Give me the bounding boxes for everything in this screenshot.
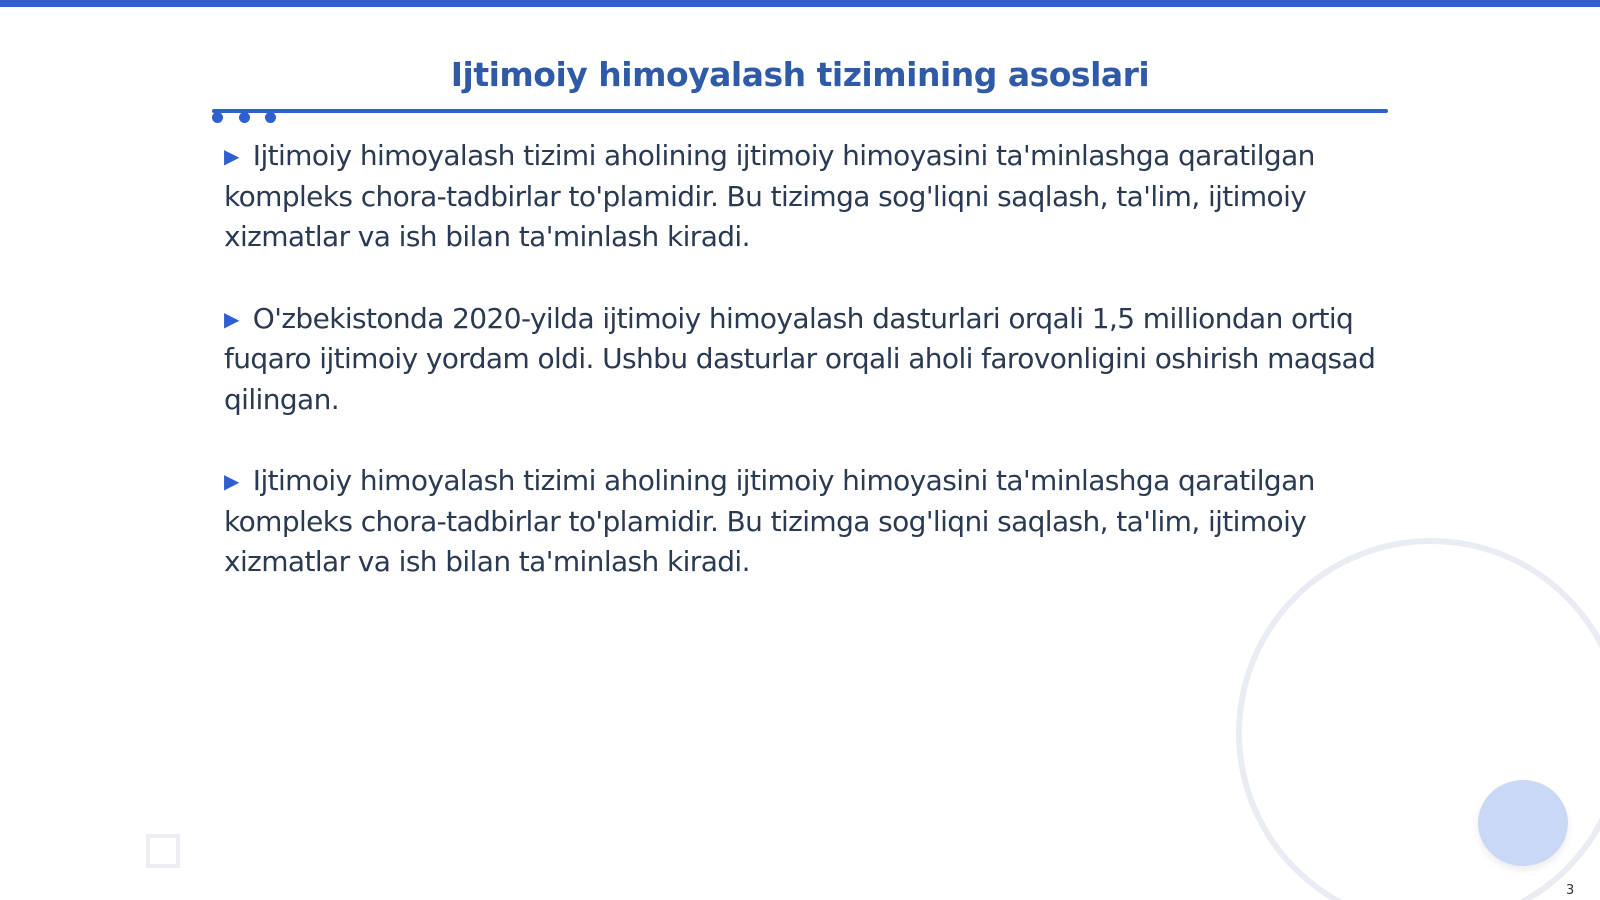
underline-dot	[265, 112, 276, 123]
bullet-text: Ijtimoiy himoyalash tizimi aholining ijtimoiy himoyasini ta'minlashga qaratilgan kompleks chora-tadbirlar to'plamidir. Bu tizimga sog'liqni saqlash, ta'lim, ijtimoiy xizmatlar va ish bilan ta'minlash kiradi.	[224, 139, 1315, 253]
title-underline	[212, 109, 1388, 113]
decorative-square	[146, 834, 180, 868]
triangle-bullet-icon: ▶	[224, 469, 239, 493]
bullet-item	[224, 136, 1384, 258]
top-accent-bar	[0, 0, 1600, 7]
bullet-item	[224, 461, 1384, 583]
underline-dot	[212, 112, 223, 123]
bullet-text: Ijtimoiy himoyalash tizimi aholining ijtimoiy himoyasini ta'minlashga qaratilgan kompleks chora-tadbirlar to'plamidir. Bu tizimga sog'liqni saqlash, ta'lim, ijtimoiy xizmatlar va ish bilan ta'minlash kiradi.	[224, 464, 1315, 578]
bullet-text: O'zbekistonda 2020-yilda ijtimoiy himoyalash dasturlari orqali 1,5 milliondan ortiq fuqaro ijtimoiy yordam oldi. Ushbu dasturlar orqali aholi farovonligini oshirish maqsad qilingan.	[224, 301, 1376, 416]
bullet-item	[224, 299, 1384, 421]
underline-dot	[239, 112, 250, 123]
triangle-bullet-icon: ▶	[224, 306, 239, 331]
slide-title: Ijtimoiy himoyalash tizimining asoslari	[450, 55, 1150, 94]
page-number: 3	[1566, 883, 1575, 898]
decorative-circle	[1478, 780, 1568, 866]
bullet-list	[224, 136, 1384, 624]
triangle-bullet-icon: ▶	[224, 144, 239, 168]
